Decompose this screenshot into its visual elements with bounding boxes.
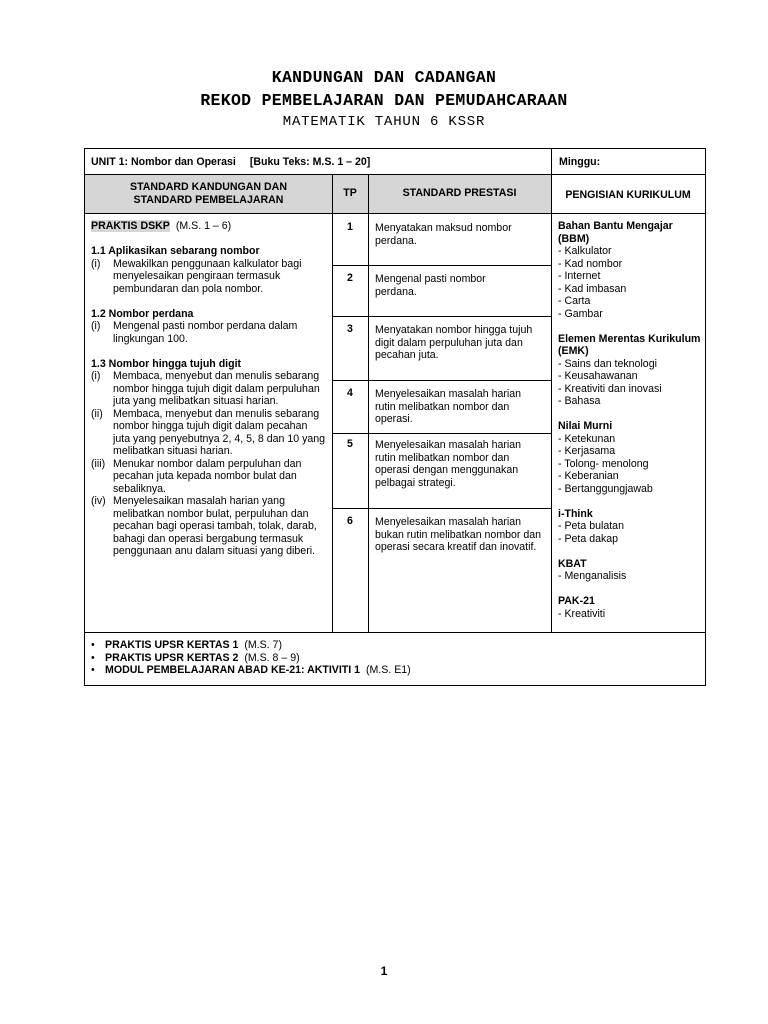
- list-item: - Gambar: [558, 307, 603, 320]
- section-heading: 1.3 Nombor hingga tujuh digit: [91, 357, 242, 370]
- list-item: - Menganalisis: [558, 570, 627, 582]
- tp-level: 6: [347, 515, 353, 527]
- list-item: - Kerjasama: [558, 445, 616, 457]
- subject-line: MATEMATIK TAHUN 6 KSSR: [282, 114, 486, 130]
- tp-level: 4: [347, 387, 353, 399]
- divider: [332, 316, 551, 317]
- divider: [85, 174, 705, 175]
- list-item: - Internet: [558, 270, 601, 282]
- list-item: - Kreativiti: [558, 607, 606, 620]
- standard-prestasi-text: Menyatakan maksud nombor perdana.: [375, 222, 512, 247]
- list-item: - Keusahawanan: [558, 370, 638, 382]
- col-header-tp: TP: [343, 187, 357, 199]
- standard-prestasi-text: Menyatakan nombor hingga tujuh digit dalam perpuluhan juta dan pecahan juta.: [375, 324, 533, 361]
- tp-level: 3: [347, 323, 353, 335]
- divider: [551, 149, 552, 632]
- list-item: - Bertanggungjawab: [558, 482, 653, 495]
- section-heading: 1.1 Aplikasikan sebarang nombor: [91, 245, 260, 257]
- buku-teks-ref: [Buku Teks: M.S. 1 – 20]: [249, 156, 371, 168]
- list-item: - Kad nombor: [558, 257, 623, 270]
- bullet-icon: •: [91, 651, 95, 664]
- col-header-standard-prestasi: STANDARD PRESTASI: [402, 187, 517, 199]
- divider: [85, 632, 705, 633]
- page-number: 1: [380, 964, 388, 978]
- bullet-icon: •: [91, 639, 95, 651]
- divider: [332, 175, 333, 632]
- rph-table: [84, 148, 706, 686]
- praktis-dskp-label: PRAKTIS DSKP: [91, 220, 170, 232]
- pengisian-heading: PAK-21: [558, 595, 595, 607]
- tp-level: 2: [347, 272, 353, 284]
- divider: [332, 508, 551, 509]
- document-subtitle: REKOD PEMBELAJARAN DAN PEMUDAHCARAAN: [200, 91, 568, 110]
- footer-bullet: • MODUL PEMBELAJARAN ABAD KE-21: AKTIVITI 1 (M.S. E1): [91, 664, 411, 676]
- unit-label: UNIT 1: Nombor dan Operasi [Buku Teks: M.S. 1 – 20]: [91, 156, 371, 168]
- divider: [368, 175, 369, 632]
- list-item: (i) Mengenal pasti nombor perdana dalam lingkungan 100.: [91, 320, 298, 345]
- pengisian-kurikulum-content: [558, 220, 702, 620]
- list-item: - Tolong- menolong: [558, 457, 649, 470]
- footer-bullet-list: [91, 639, 691, 677]
- standard-prestasi-text: Menyelesaikan masalah harian rutin melibatkan nombor dan operasi dengan menggunakan pelbagai strategi.: [375, 439, 522, 489]
- list-item: - Kad imbasan: [558, 282, 627, 295]
- pengisian-heading: Nilai Murni: [558, 420, 613, 432]
- document-header: [0, 66, 768, 132]
- divider: [85, 213, 705, 214]
- list-item: - Keberanian: [558, 470, 619, 482]
- col-header-pengisian-kurikulum: PENGISIAN KURIKULUM: [565, 189, 691, 201]
- list-item: - Peta bulatan: [558, 520, 624, 532]
- list-item: - Carta: [558, 295, 591, 307]
- list-item: - Bahasa: [558, 395, 601, 407]
- minggu-label: Minggu:: [559, 156, 601, 168]
- divider: [332, 265, 551, 266]
- list-item: (ii) Membaca, menyebut dan menulis sebarang nombor hingga tujuh digit dalam pecahan juta yang penyebutnya 2, 4, 5, 8 dan 10 yang melibatkan situasi harian.: [91, 407, 326, 457]
- list-item: (i) Mewakilkan penggunaan kalkulator bagi menyelesaikan pengiraan termasuk pembundaran dan pola nombor.: [91, 257, 302, 295]
- list-item: (iii) Menukar nombor dalam perpuluhan dan pecahan juta kepada nombor bulat dan sebaliknya.: [91, 457, 302, 495]
- pengisian-heading: i-Think: [558, 507, 593, 520]
- list-item: - Kreativiti dan inovasi: [558, 382, 662, 395]
- tp-level: 1: [347, 221, 353, 233]
- tp-level: 5: [347, 438, 353, 450]
- pengisian-heading: KBAT: [558, 557, 587, 570]
- divider: [332, 380, 551, 381]
- list-item: - Sains dan teknologi: [558, 357, 657, 370]
- document-title: KANDUNGAN DAN CADANGAN: [271, 68, 497, 87]
- pengisian-heading: Bahan Bantu Mengajar (BBM): [558, 220, 673, 245]
- divider: [332, 433, 551, 434]
- praktis-dskp-ref: (M.S. 1 – 6): [175, 220, 232, 232]
- bullet-icon: •: [91, 664, 95, 676]
- standard-prestasi-text: Mengenal pasti nombor perdana.: [375, 273, 486, 298]
- footer-bullet: • PRAKTIS UPSR KERTAS 2 (M.S. 8 – 9): [91, 651, 300, 664]
- list-item: - Peta dakap: [558, 532, 619, 545]
- list-item: - Ketekunan: [558, 432, 616, 445]
- praktis-dskp-line: [91, 220, 327, 233]
- col-header-standard-kandungan: STANDARD KANDUNGAN DAN STANDARD PEMBELAJARAN: [130, 181, 287, 206]
- footer-bullet: • PRAKTIS UPSR KERTAS 1 (M.S. 7): [91, 639, 282, 651]
- standard-prestasi-text: Menyelesaikan masalah harian bukan rutin melibatkan nombor dan operasi secara kreatif dan inovatif.: [375, 516, 542, 553]
- list-item: - Kalkulator: [558, 245, 612, 257]
- standard-kandungan-content: [91, 220, 327, 558]
- list-item: (i) Membaca, menyebut dan menulis sebarang nombor hingga tujuh digit dalam perpuluhan juta yang melibatkan situasi harian.: [91, 370, 320, 407]
- standard-prestasi-text: Menyelesaikan masalah harian rutin melibatkan nombor dan operasi.: [375, 388, 522, 425]
- list-item: (iv) Menyelesaikan masalah harian yang melibatkan nombor bulat, perpuluhan dan pecahan bagi operasi tambah, tolak, darab, bahagi dan operasi bergabung termasuk penggunaan anu dalam situasi yang diberi.: [91, 495, 317, 557]
- pengisian-heading: Elemen Merentas Kurikulum (EMK): [558, 332, 701, 357]
- section-heading: 1.2 Nombor perdana: [91, 307, 194, 320]
